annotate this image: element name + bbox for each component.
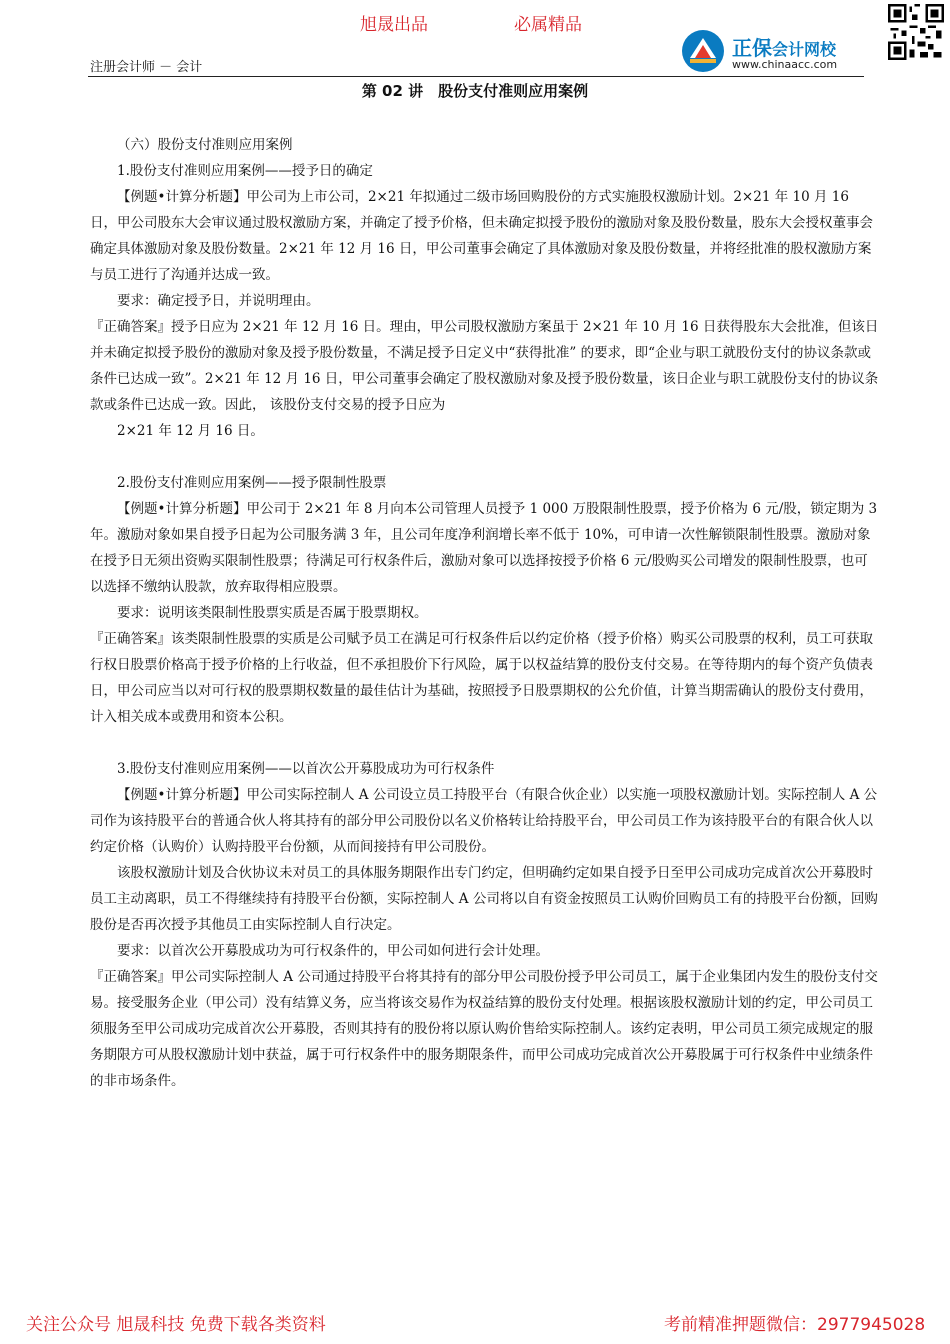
- logo-name: 正保会计网校: [732, 36, 837, 60]
- logo: [680, 28, 870, 74]
- brand-left-text: 旭晟出品: [360, 15, 428, 35]
- footer-bar: [0, 1310, 950, 1340]
- case1-heading: 1.股份支付准则应用案例——授予日的确定: [117, 163, 373, 179]
- case3-question: 【例题•计算分析题】甲公司实际控制人 A 公司设立员工持股平台（有限合伙企业）以实施一项股权激励计划。实际控制人 A 公司作为该持股平台的普通合伙人将其持有的部分甲公司股份以名义价格转让给持股平台，甲公司员工作为该持股平台的有限合伙人以约定价格（认购价）认购持股平台份额，从而间接持有甲公司股份。: [90, 787, 878, 855]
- case3-heading: 3.股份支付准则应用案例——以首次公开募股成功为可行权条件: [117, 761, 495, 777]
- case2-question: 【例题•计算分析题】甲公司于 2×21 年 8 月向本公司管理人员授予 1 000 万股限制性股票，授予价格为 6 元/股，锁定期为 3 年。激励对象如果自授予日起为公司服务满 3 年，且公司年度净利润增长率不低于 10%，可申请一次性解锁限制性股票。激励对象在授予日无须出资购买限制性股票；待满足可行权条件后，激励对象可以选择按授予价格 6 元/股购买公司增发的限制性股票，也可以选择不缴纳认股款，放弃取得相应股票。: [90, 501, 878, 595]
- case2-heading: 2.股份支付准则应用案例——授予限制性股票: [117, 475, 387, 491]
- case1-requirement: 要求：确定授予日，并说明理由。: [117, 293, 320, 309]
- case2-requirement: 要求：说明该类限制性股票实质是否属于股票期权。: [117, 605, 428, 621]
- footer-left-text: 关注公众号 旭晟科技 免费下载各类资料: [26, 1315, 326, 1335]
- footer-right-text: 考前精准押题微信：2977945028: [664, 1315, 926, 1335]
- case3-detail: 该股权激励计划及合伙协议未对员工的具体服务期限作出专门约定，但明确约定如果自授予日至甲公司成功完成首次公开募股时员工主动离职，员工不得继续持有持股平台份额，实际控制人 A 公司将以自有资金按照员工认购价回购员工有的持股平台份额，回购股份是否再次授予其他员工由实际控制人自行决定。: [90, 865, 878, 933]
- case1-question: 【例题•计算分析题】甲公司为上市公司，2×21 年拟通过二级市场回购股份的方式实施股权激励计划。2×21 年 10 月 16 日，甲公司股东大会审议通过股权激励方案，并确定了授予价格，但未确定拟授予股份的激励对象及股份数量，股东大会授权董事会确定具体激励对象及股份数量。2×21 年 12 月 16 日，甲公司董事会确定了具体激励对象及股份数量，并将经批准的股权激励方案与员工进行了沟通并达成一致。: [90, 189, 873, 283]
- qr-code-icon: [888, 4, 944, 60]
- header-divider: [88, 76, 864, 77]
- brand-right-text: 必属精品: [514, 15, 582, 35]
- case3-answer: 『正确答案』甲公司实际控制人 A 公司通过持股平台将其持有的部分甲公司股份授予甲公司员工，属于企业集团内发生的股份支付交易。接受服务企业（甲公司）没有结算义务，应当将该交易作为权益结算的股份支付处理。根据该股权激励计划的约定，甲公司员工须服务至甲公司成功完成首次公开募股，否则其持有的股份将以原认购价售给实际控制人。该约定表明，甲公司员工须完成规定的服务期限方可从股权激励计划中获益，属于可行权条件中的服务期限条件，而甲公司成功完成首次公开募股属于可行权条件中业绩条件的非市场条件。: [90, 969, 878, 1089]
- section-heading: （六）股份支付准则应用案例: [117, 137, 293, 153]
- case1-answer-tail: 2×21 年 12 月 16 日。: [117, 423, 264, 439]
- logo-emblem-icon: [680, 28, 726, 74]
- page-title: 第 02 讲 股份支付准则应用案例: [361, 82, 589, 100]
- running-title: 注册会计师 － 会计: [90, 60, 203, 75]
- logo-url: www.chinaacc.com: [732, 58, 838, 71]
- case1-answer: 『正确答案』授予日应为 2×21 年 12 月 16 日。理由，甲公司股权激励方案虽于 2×21 年 10 月 16 日获得股东大会批准，但该日并未确定拟授予股份的激励对象及授予股份数量，不满足授予日定义中“获得批准” 的要求，即“企业与职工就股份支付的协议条款或条件已达成一致”。2×21 年 12 月 16 日，甲公司董事会确定了股权激励对象及授予股份数量，该日企业与职工就股份支付的协议条款或条件已达成一致。因此， 该股份支付交易的授予日应为: [90, 319, 879, 413]
- document-body: [90, 132, 880, 1094]
- case2-answer: 『正确答案』该类限制性股票的实质是公司赋予员工在满足可行权条件后以约定价格（授予价格）购买公司股票的权利，员工可获取行权日股票价格高于授予价格的上行收益，但不承担股价下行风险，属于以权益结算的股份支付交易。在等待期内的每个资产负债表日，甲公司应当以对可行权的股票期权数量的最佳估计为基础，按照授予日股票期权的公允价值，计算当期需确认的股份支付费用，计入相关成本或费用和资本公积。: [90, 631, 873, 725]
- case3-requirement: 要求：以首次公开募股成功为可行权条件的，甲公司如何进行会计处理。: [117, 943, 549, 959]
